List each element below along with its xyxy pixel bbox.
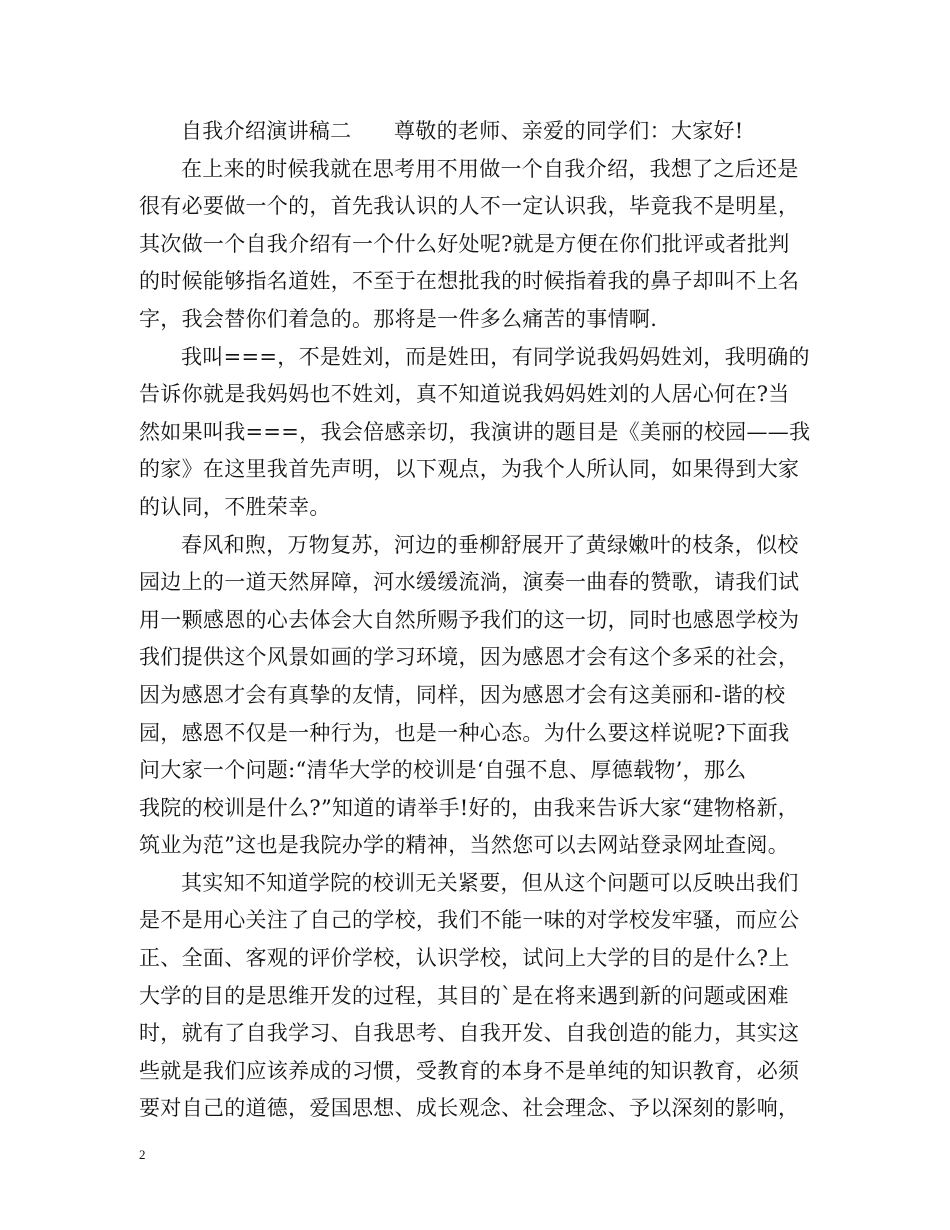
text-line: 其次做一个自我介绍有一个什么好处呢?就是方便在你们批评或者批判 [139, 231, 790, 256]
text-line: 告诉你就是我妈妈也不姓刘，真不知道说我妈妈姓刘的人居心何在?当 [139, 382, 790, 407]
paragraph [139, 865, 815, 1128]
text-line: 字，我会替你们着急的。那将是一件多么痛苦的事情啊. [139, 306, 658, 331]
text-line: 筑业为范”这也是我院办学的精神，当然您可以去网站登录网址查阅。 [139, 833, 790, 858]
text-line: 春风和煦，万物复苏，河边的垂柳舒展开了黄绿嫩叶的枝条，似校 [181, 532, 799, 557]
text-line: 大学的目的是思维开发的过程，其目的`是在将来遇到新的问题或困难 [139, 983, 789, 1008]
text-line: 自我介绍演讲稿二 尊敬的老师、亲爱的同学们：大家好! [181, 119, 744, 143]
text-line: 问大家一个问题:“清华大学的校训是‘自强不息、厚德载物’，那么 [139, 758, 747, 783]
text-line: 在上来的时候我就在思考用不用做一个自我介绍，我想了之后还是 [181, 156, 799, 181]
text-line: 因为感恩才会有真挚的友情，同样，因为感恩才会有这美丽和-谐的校 [139, 682, 786, 707]
title-paragraph [139, 113, 815, 151]
text-line: 的家》在这里我首先声明，以下观点，为我个人所认同，如果得到大家 [139, 457, 800, 482]
text-line: 然如果叫我===，我会倍感亲切，我演讲的题目是《美丽的校园——我 [139, 419, 811, 444]
document-body [139, 113, 815, 1128]
text-line: 很有必要做一个的，首先我认识的人不一定认识我，毕竟我不是明星， [139, 194, 800, 219]
text-line: 园，感恩不仅是一种行为，也是一种心态。为什么要这样说呢?下面我 [139, 720, 790, 745]
text-line: 我院的校训是什么?”知道的请举手!好的，由我来告诉大家“建物格新， [139, 795, 800, 820]
text-line: 其实知不知道学院的校训无关紧要，但从这个问题可以反映出我们 [181, 870, 799, 895]
paragraph [139, 151, 815, 339]
text-line: 的时候能够指名道姓，不至于在想批我的时候指着我的鼻子却叫不上名 [139, 269, 800, 294]
text-line: 些就是我们应该养成的习惯，受教育的本身不是单纯的知识教育，必须 [139, 1058, 800, 1083]
text-line: 是不是用心关注了自己的学校，我们不能一味的对学校发牢骚，而应公 [139, 908, 800, 933]
text-line: 的认同，不胜荣幸。 [139, 494, 331, 519]
text-line: 园边上的一道天然屏障，河水缓缓流淌，演奏一曲春的赞歌，请我们试 [139, 570, 800, 595]
text-line: 我们提供这个风景如画的学习环境，因为感恩才会有这个多采的社会， [139, 645, 800, 670]
text-line: 时，就有了自我学习、自我思考、自我开发、自我创造的能力，其实这 [139, 1021, 800, 1046]
paragraph [139, 527, 815, 865]
text-line: 用一颗感恩的心去体会大自然所赐予我们的这一切，同时也感恩学校为 [139, 607, 800, 632]
page-number: 2 [139, 1147, 146, 1162]
text-line: 正、全面、客观的评价学校，认识学校，试问上大学的目的是什么?上 [139, 946, 790, 971]
paragraph [139, 339, 815, 527]
text-line: 要对自己的道德，爱国思想、成长观念、社会理念、予以深刻的影响， [139, 1096, 800, 1121]
text-line: 我叫===，不是姓刘，而是姓田，有同学说我妈妈姓刘，我明确的 [181, 344, 810, 369]
